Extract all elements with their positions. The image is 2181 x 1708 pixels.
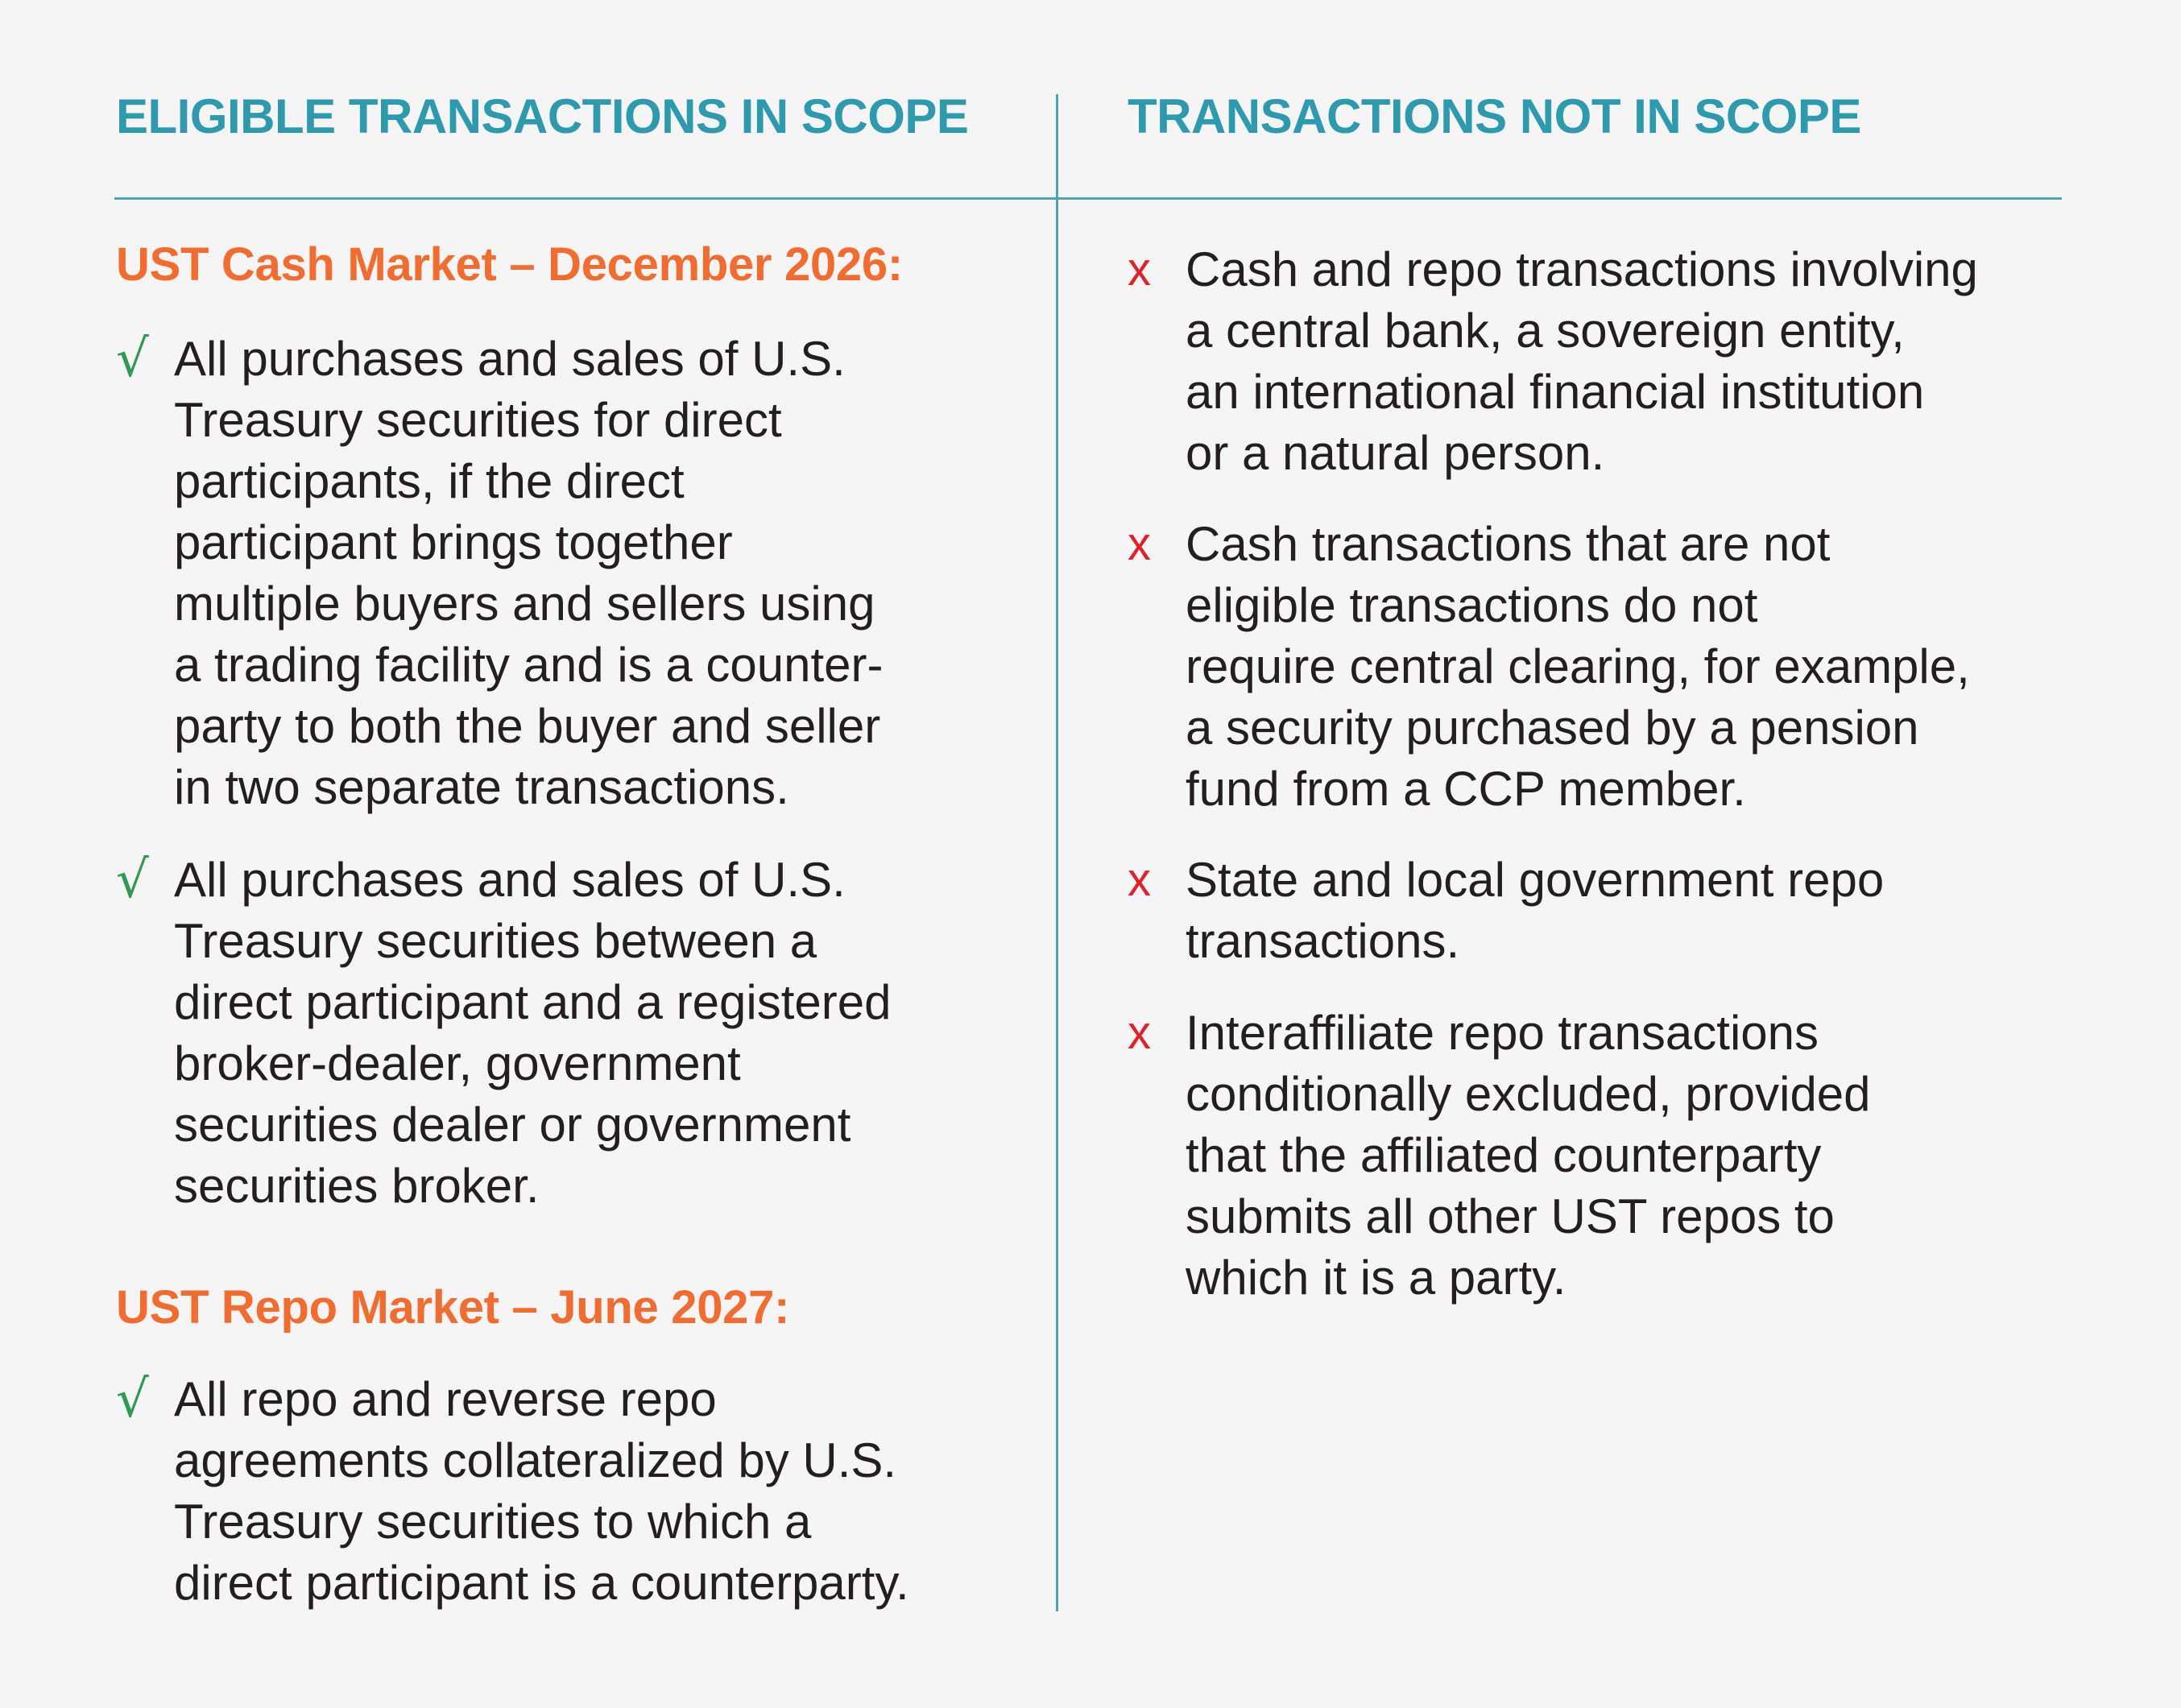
eligible-heading: ELIGIBLE TRANSACTIONS IN SCOPE — [116, 89, 969, 143]
x-icon: x — [1128, 854, 1151, 906]
check-icon: √ — [116, 1370, 149, 1429]
header-divider — [114, 197, 2062, 200]
cash-market-section-title: UST Cash Market – December 2026: — [116, 238, 903, 291]
eligible-item-text: All repo and reverse repo agreements collateralized by U.S. Treasury securities to which a direct participant is a counterparty. — [174, 1372, 909, 1610]
excluded-item-text: State and local government repo transactions. — [1186, 853, 1885, 968]
repo-market-section-title: UST Repo Market – June 2027: — [116, 1281, 790, 1334]
excluded-item-text: Interaffiliate repo transactions conditionally excluded, provided that the affiliated counterparty submits all other UST repos to which it is a party. — [1186, 1006, 1871, 1305]
excluded-item-text: Cash transactions that are not eligible transactions do not require central clearing, for example, a security purchased by a pension fund from a CCP member. — [1186, 517, 1970, 816]
x-icon: x — [1128, 1007, 1151, 1059]
eligible-item-text: All purchases and sales of U.S. Treasury securities between a direct participant and a registered broker-dealer, government securities dealer or government securities broker. — [174, 853, 892, 1213]
excluded-item-text: Cash and repo transactions involving a central bank, a sovereign entity, an international financial institution or a natural person. — [1186, 242, 1978, 480]
check-icon: √ — [116, 329, 149, 389]
x-icon: x — [1128, 243, 1151, 296]
check-icon: √ — [116, 850, 149, 910]
eligible-item-text: All purchases and sales of U.S. Treasury securities for direct participants, if the direct participant brings together multiple buyers and sellers using a trading facility and is a counter- party to both the buyer and seller in two separate transactions. — [174, 332, 884, 814]
x-icon: x — [1128, 518, 1151, 570]
column-divider — [1056, 94, 1058, 1611]
not-in-scope-heading: TRANSACTIONS NOT IN SCOPE — [1128, 89, 1861, 143]
